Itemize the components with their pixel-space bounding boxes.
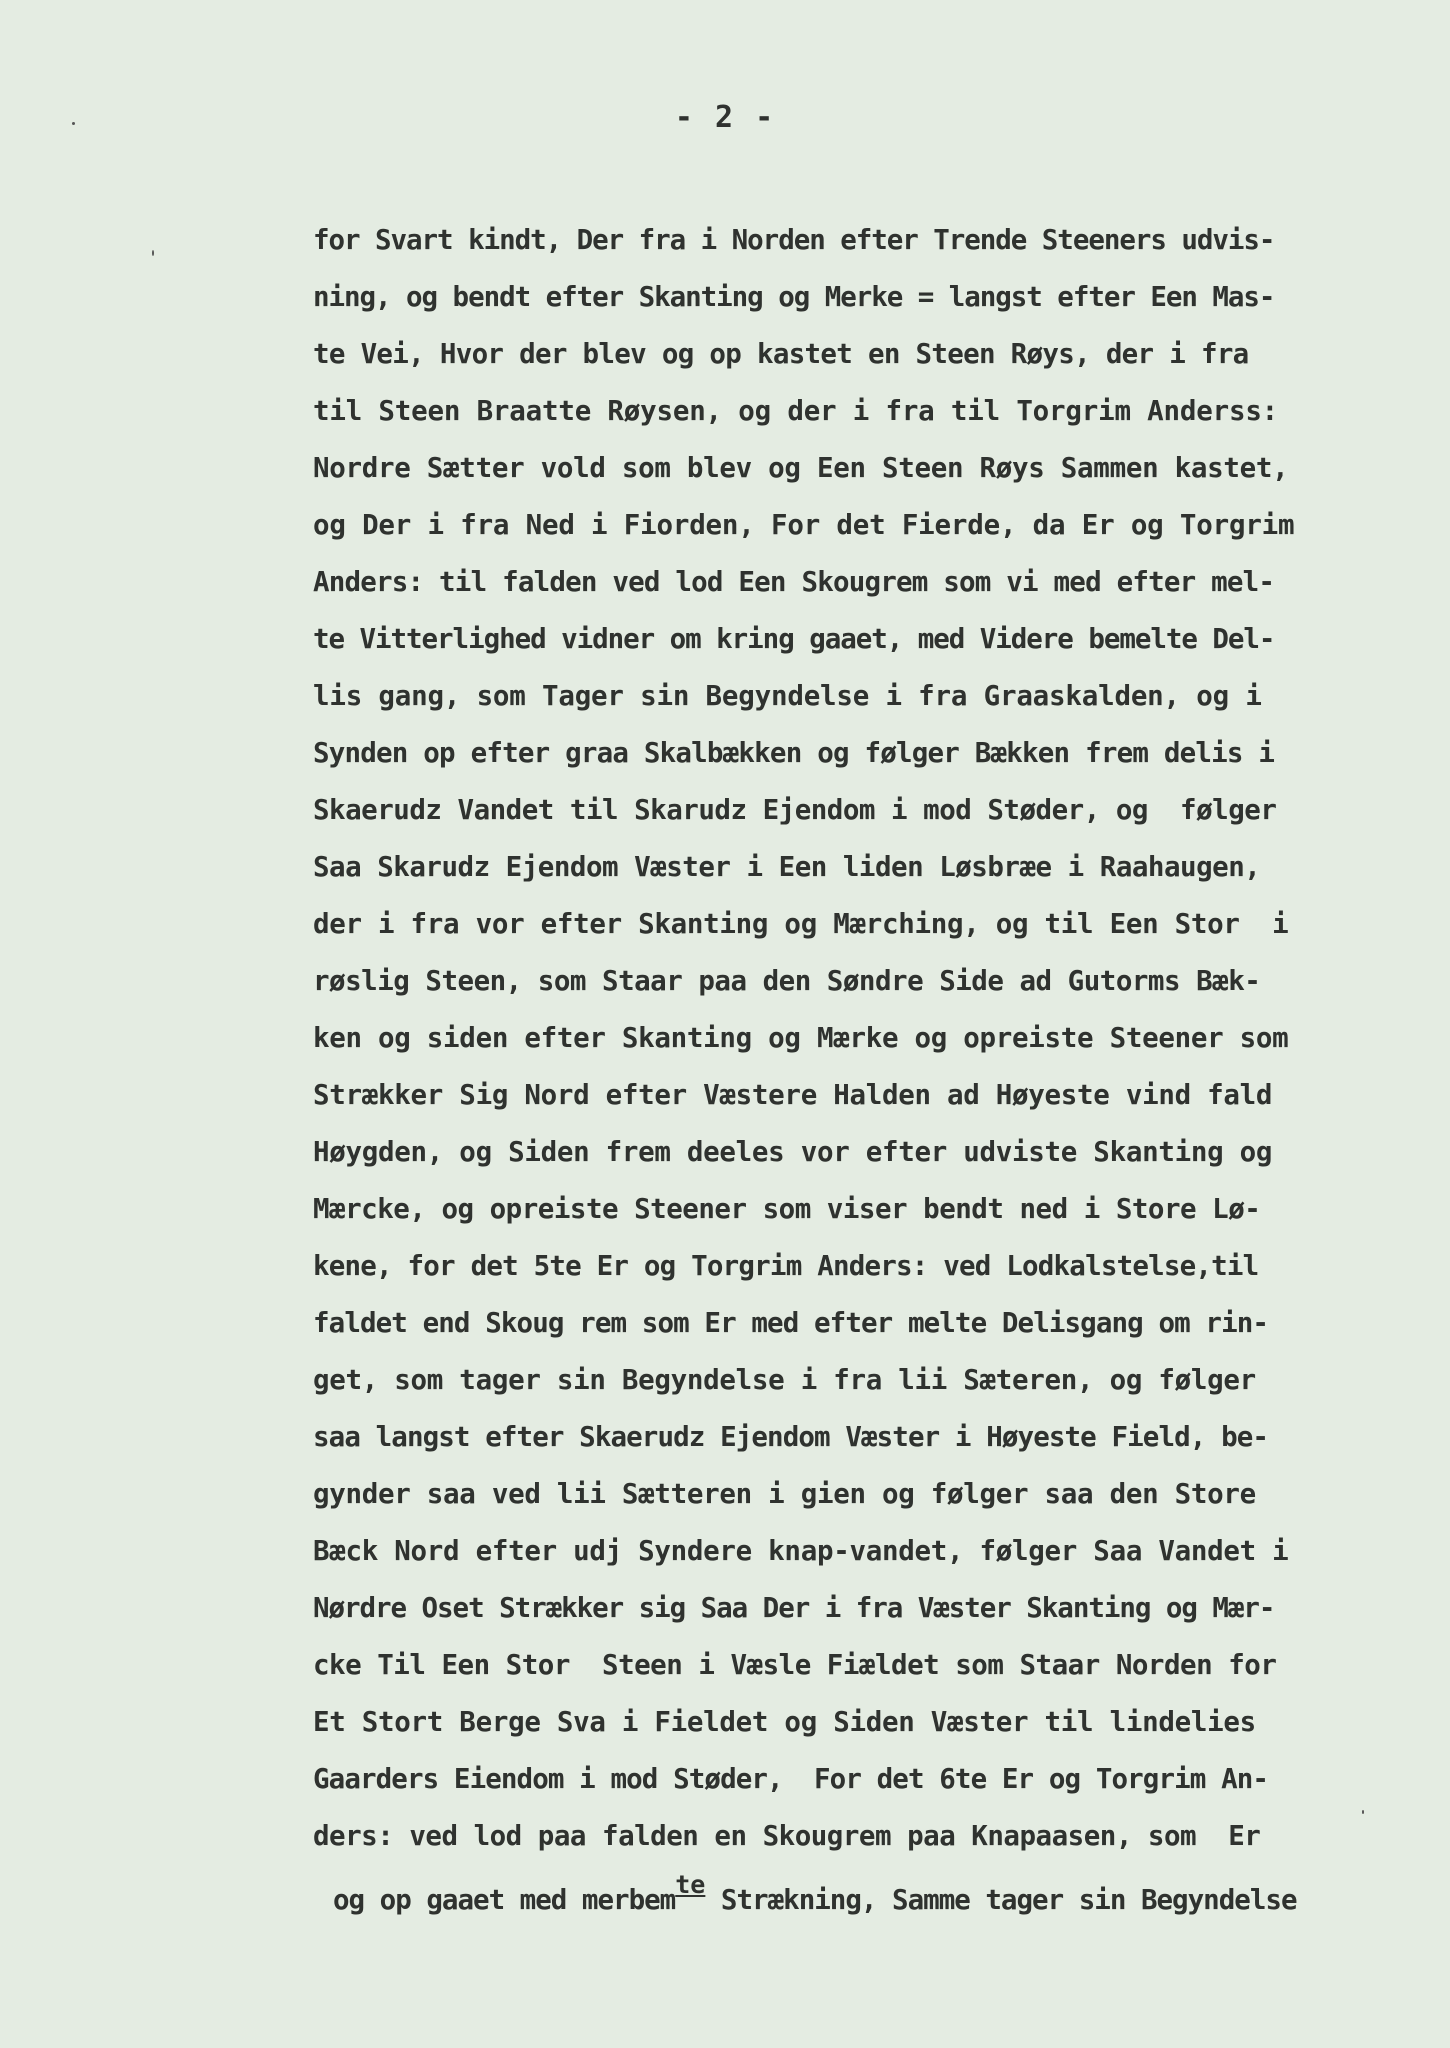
text-line: Mærcke, og opreiste Steener som viser bendt ned i Store Lø- <box>313 1193 1261 1225</box>
text-line: gynder saa ved lii Sætteren i gien og følger saa den Store <box>313 1478 1256 1510</box>
text-line: røslig Steen, som Staar paa den Søndre Side ad Gutorms Bæk- <box>313 965 1261 997</box>
text-line: te Vei, Hvor der blev og op kastet en Steen Røys, der i fra <box>313 338 1249 370</box>
paper-speck <box>1362 1810 1364 1814</box>
text-line: Strækker Sig Nord efter Væstere Halden ad Høyeste vind fald <box>313 1079 1273 1111</box>
text-line: lis gang, som Tager sin Begyndelse i fra Graaskalden, og i <box>313 680 1262 712</box>
text-line: Nordre Sætter vold som blev og Een Steen Røys Sammen kastet, <box>313 452 1289 484</box>
text-line: til Steen Braatte Røysen, og der i fra til Torgrim Anderss: <box>313 395 1279 427</box>
text-line: kene, for det 5te Er og Torgrim Anders: ved Lodkalstelse,til <box>313 1250 1259 1282</box>
text-line: get, som tager sin Begyndelse i fra lii Sæteren, og følger <box>313 1364 1256 1396</box>
text-line: Synden op efter graa Skalbækken og følger Bækken frem delis i <box>313 737 1275 769</box>
text-line: Bæck Nord efter udj Syndere knap-vandet, følger Saa Vandet i <box>313 1535 1289 1567</box>
text-line: og Der i fra Ned i Fiorden, For det Fierde, da Er og Torgrim <box>313 509 1295 541</box>
text-line: saa langst efter Skaerudz Ejendom Væster i Høyeste Field, be- <box>313 1421 1269 1453</box>
text-line: faldet end Skoug rem som Er med efter melte Delisgang om rin- <box>313 1307 1269 1339</box>
text-line: Saa Skarudz Ejendom Væster i Een liden Løsbræe i Raahaugen, <box>313 851 1261 883</box>
text-line: Et Stort Berge Sva i Fieldet og Siden Væster til lindelies <box>313 1706 1256 1738</box>
text-line: ning, og bendt efter Skanting og Merke = langst efter Een Mas- <box>313 281 1275 313</box>
text-line: der i fra vor efter Skanting og Mærching, og til Een Stor i <box>313 908 1289 940</box>
text-line: Skaerudz Vandet til Skarudz Ejendom i mod Støder, og følger <box>313 794 1277 826</box>
paper-speck <box>72 122 75 125</box>
text-line: Anders: til falden ved lod Een Skougrem som vi med efter mel- <box>313 566 1275 598</box>
page-number: - 2 - <box>674 100 776 135</box>
paper-speck <box>152 250 154 256</box>
last-line-after: Strækning, Samme tager sin Begyndelse <box>705 1884 1297 1916</box>
text-line-last <box>333 1870 1297 1918</box>
last-line-before: og op gaaet med merbem <box>333 1884 676 1916</box>
text-line: ken og siden efter Skanting og Mærke og opreiste Steener som <box>313 1022 1289 1054</box>
text-line: Nørdre Oset Strækker sig Saa Der i fra Væster Skanting og Mær- <box>313 1592 1275 1624</box>
text-line: ders: ved lod paa falden en Skougrem paa Knapaasen, som Er <box>313 1820 1261 1852</box>
text-line: Gaarders Eiendom i mod Støder, For det 6te Er og Torgrim An- <box>313 1763 1269 1795</box>
superscript-te: te <box>675 1870 706 1899</box>
text-line: cke Til Een Stor Steen i Væsle Fiældet som Staar Norden for <box>313 1649 1277 1681</box>
text-line: te Vitterlighed vidner om kring gaaet, med Videre bemelte Del- <box>313 623 1275 655</box>
text-line: Høygden, og Siden frem deeles vor efter udviste Skanting og <box>313 1136 1273 1168</box>
text-line: for Svart kindt, Der fra i Norden efter Trende Steeners udvis- <box>313 224 1275 256</box>
